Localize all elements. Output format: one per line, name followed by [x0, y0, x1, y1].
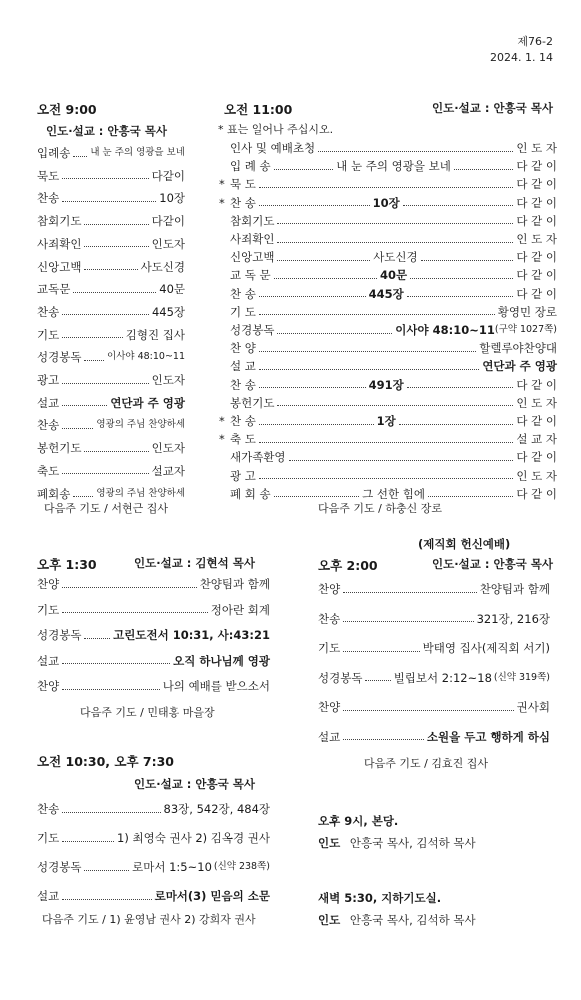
leader-dots: [259, 442, 513, 443]
leader-dots: [277, 223, 513, 224]
service-9am-item-label: 찬송: [37, 304, 60, 319]
service-11am-item-value: 다 같 이: [516, 486, 558, 501]
service-11am-item-label: 찬 송: [230, 377, 256, 392]
service-2pm-item-label: 찬양: [318, 582, 341, 596]
service-9am-item-value: 인도자: [151, 236, 185, 251]
leader-dots: [84, 246, 148, 247]
leader-dots: [62, 473, 148, 474]
service-9am-item-label: 폐회송: [37, 486, 71, 501]
service-2pm-item-label: 찬양: [318, 700, 341, 714]
service-1030am-officiant: 인도·설교 : 안흥국 목사: [134, 777, 255, 791]
leader-dots: [277, 405, 513, 406]
leader-dots: [62, 178, 148, 179]
service-11am-item: [230, 140, 557, 156]
service-9am-item-value: 설교자: [151, 463, 185, 478]
leader-dots: [62, 812, 160, 813]
service-9am-title: 오전 9:00: [37, 102, 97, 117]
leader-dots: [259, 369, 479, 370]
service-1030am-item-value: 1) 최영숙 권사 2) 김옥경 권사: [117, 831, 270, 845]
leader-dots: [73, 292, 156, 293]
service-130pm-item-label: 찬양: [37, 577, 60, 591]
leader-dots: [403, 205, 514, 206]
leader-dots: [343, 651, 419, 652]
service-9am-item: [37, 168, 185, 184]
service-11am-item-label: 새가족환영: [230, 450, 286, 465]
service-11am-item-detail: 10장: [372, 195, 400, 210]
service-9am-item: [37, 372, 185, 388]
leader-dots: [62, 337, 123, 338]
service-11am-item: [230, 431, 557, 447]
service-11am-item-detail: 445장: [368, 286, 404, 301]
service-11am-item: [230, 413, 557, 429]
leader-dots: [62, 428, 93, 429]
service-130pm-officiant: 인도·설교 : 김현석 목사: [134, 556, 255, 570]
leader-dots: [259, 424, 374, 425]
service-11am-item-value: 다 같 이: [516, 195, 558, 210]
leader-dots: [318, 151, 513, 152]
leader-dots: [365, 680, 390, 681]
service-130pm-item-label: 찬양: [37, 679, 60, 693]
leader-dots: [277, 260, 370, 261]
leader-dots: [73, 496, 93, 497]
leader-dots: [62, 201, 156, 202]
service-2pm-next-prayer: 다음주 기도 / 김효진 집사: [364, 757, 488, 770]
service-11am-item-label: 신앙고백: [230, 250, 275, 265]
service-11am-item-value: 황영민 장로: [497, 304, 557, 319]
service-11am-item-value: 연단과 주 영광: [482, 359, 557, 374]
standing-mark: *: [219, 432, 225, 447]
service-11am-item-label: 찬 송: [230, 414, 256, 428]
service-11am-item-label: 폐 회 송: [230, 486, 271, 501]
leader-dots: [407, 387, 514, 388]
service-9am-item: [37, 190, 185, 206]
service-9am-item-value: 연단과 주 영광: [110, 395, 185, 410]
service-11am-item-value: 인 도 자: [516, 395, 557, 410]
service-11am-item: [230, 449, 557, 465]
service-11am-item-label: 찬 송: [230, 286, 256, 301]
service-130pm-item: [37, 576, 270, 592]
service-9am-item: [37, 417, 185, 433]
service-9am-item-label: 사죄확인: [37, 236, 82, 251]
service-9pm-leader-label: 인도: [318, 836, 341, 850]
leader-dots: [274, 169, 334, 170]
leader-dots: [410, 278, 513, 279]
service-130pm-item-label: 기도: [37, 602, 60, 617]
service-2pm-item-value: 빌립보서 2:12~18: [393, 670, 492, 685]
service-11am-item-label: 광 고: [230, 468, 256, 483]
service-9am-item-value: 인도자: [151, 441, 185, 456]
service-9am-item-label: 신앙고백: [37, 259, 82, 274]
leader-dots: [428, 496, 513, 497]
service-130pm-item-label: 성경봉독: [37, 628, 82, 642]
service-11am-item-label: 참회기도: [230, 213, 275, 228]
service-11am-item-detail: 40문: [379, 268, 408, 283]
leader-dots: [454, 169, 514, 170]
leader-dots: [73, 156, 87, 157]
service-9am-item: [37, 236, 185, 252]
service-9am-item-value: 내 눈 주의 영광을 보네: [90, 147, 185, 158]
service-11am-item-label: 설 교: [230, 359, 256, 374]
service-9am-item: [37, 281, 185, 297]
leader-dots: [84, 638, 110, 639]
service-11am-item-value: 다 같 이: [516, 286, 558, 301]
service-11am-item: [230, 377, 557, 393]
service-11am-item: [230, 286, 557, 302]
leader-dots: [62, 587, 196, 588]
service-11am-item-value: 설 교 자: [516, 432, 557, 447]
service-dawn-leader-label: 인도: [318, 913, 341, 927]
standing-note: * 표는 일어나 주십시오.: [218, 123, 334, 136]
leader-dots: [421, 260, 514, 261]
service-9am-item: [37, 349, 185, 365]
service-1030am-item-extra: (신약 238쪽): [213, 861, 270, 872]
service-9am-next-prayer: 다음주 기도 / 서현근 집사: [44, 502, 168, 515]
service-9am-item-label: 참회기도: [37, 214, 82, 229]
service-2pm-subtitle: (제직회 헌신예배): [418, 537, 511, 551]
service-130pm-item: [37, 627, 270, 643]
service-1030am-item-label: 성경봉독: [37, 860, 82, 874]
leader-dots: [84, 451, 148, 452]
issue-number: 제76-2: [517, 35, 553, 48]
service-1030am-item: [37, 801, 270, 817]
service-11am-item-value: 인 도 자: [516, 468, 557, 483]
leader-dots: [277, 242, 513, 243]
service-1030am-item: [37, 888, 270, 904]
service-9am-item-label: 묵도: [37, 168, 60, 183]
leader-dots: [259, 205, 370, 206]
service-1030am-next-prayer: 다음주 기도 / 1) 윤영남 권사 2) 강희자 권사: [42, 913, 256, 926]
leader-dots: [62, 689, 159, 690]
service-2pm-item-value: 321장, 216장: [476, 611, 550, 626]
bulletin-date: 2024. 1. 14: [490, 51, 553, 64]
service-1030am-item: [37, 859, 270, 875]
service-11am-item-detail: 그 선한 힘에: [362, 486, 425, 501]
service-9am-item: [37, 463, 185, 479]
service-9am-item-value: 445장: [151, 304, 185, 319]
service-9am-item-label: 기도: [37, 327, 60, 342]
service-11am-item-label: 묵 도: [230, 177, 256, 192]
service-9am-item-value: 40문: [159, 282, 185, 297]
service-11am-item-label: 입 례 송: [230, 159, 271, 174]
leader-dots: [274, 496, 359, 497]
service-2pm-item: [318, 670, 550, 686]
leader-dots: [259, 296, 366, 297]
service-130pm-item-value: 정아란 회계: [210, 602, 270, 617]
leader-dots: [277, 333, 392, 334]
service-130pm-item: [37, 602, 270, 618]
leader-dots: [84, 224, 148, 225]
service-2pm-item: [318, 729, 550, 745]
leader-dots: [407, 296, 514, 297]
leader-dots: [62, 663, 170, 664]
service-11am-item-value: 다 같 이: [516, 177, 557, 192]
service-9am-item-label: 찬송: [37, 191, 60, 206]
service-11am-item: [230, 213, 557, 229]
service-11am-item: [230, 304, 557, 320]
service-11am-item: [230, 176, 557, 192]
leader-dots: [259, 314, 495, 315]
standing-mark: *: [219, 195, 225, 210]
leader-dots: [343, 592, 476, 593]
service-dawn-leaders: 안흥국 목사, 김석하 목사: [349, 913, 476, 927]
service-11am-next-prayer: 다음주 기도 / 하충신 장로: [318, 502, 442, 515]
service-11am-item-value: 다 같 이: [516, 450, 557, 465]
service-11am-item-value: 인 도 자: [516, 141, 557, 155]
service-1030am-item-label: 찬송: [37, 802, 60, 816]
service-9am-item-label: 성경봉독: [37, 350, 82, 365]
leader-dots: [62, 899, 151, 900]
service-9pm-leaders: 안흥국 목사, 김석하 목사: [349, 836, 476, 850]
leader-dots: [259, 387, 366, 388]
service-11am-title: 오전 11:00: [224, 102, 293, 117]
service-2pm-item-label: 성경봉독: [318, 670, 363, 685]
service-9pm-leaders-line: [318, 835, 476, 851]
service-11am-item-value: 다 같 이: [516, 414, 558, 428]
service-11am-item-value: 할렐루야찬양대: [479, 341, 557, 356]
service-11am-item: [230, 358, 557, 374]
service-2pm-title: 오후 2:00: [318, 558, 378, 573]
leader-dots: [84, 360, 104, 361]
leader-dots: [343, 710, 513, 711]
leader-dots: [62, 314, 149, 315]
service-11am-item: [230, 158, 557, 174]
service-2pm-item: [318, 699, 550, 715]
service-130pm-item-value: 고린도전서 10:31, 사:43:21: [113, 628, 270, 642]
service-2pm-item-extra: (신약 319쪽): [493, 671, 550, 683]
service-11am-item-label: 축 도: [230, 432, 256, 447]
service-9am-item-value: 영광의 주님 찬양하세: [96, 419, 185, 431]
service-11am-item-value: 다 같 이: [516, 159, 558, 174]
service-2pm-item-value: 박태영 집사(제직회 서기): [422, 641, 550, 655]
service-130pm-item-value: 오직 하나님께 영광: [173, 653, 270, 668]
service-2pm-item: [318, 611, 550, 627]
service-2pm-item-label: 기도: [318, 641, 341, 655]
service-9pm-title: 오후 9시, 본당.: [318, 814, 399, 828]
service-11am-item-value: 다 같 이: [516, 250, 558, 265]
service-11am-item: [230, 395, 557, 411]
service-130pm-item-label: 설교: [37, 653, 60, 668]
service-9am-item-label: 축도: [37, 463, 60, 478]
service-9am-item: [37, 304, 185, 320]
service-130pm-item-value: 나의 예배를 받으소서: [162, 679, 270, 693]
service-9am-item-label: 찬송: [37, 418, 60, 433]
service-9am-item: [37, 395, 185, 411]
service-11am-item: [230, 267, 557, 283]
service-11am-item-label: 기 도: [230, 304, 256, 319]
service-9am-item-value: 사도신경: [140, 259, 185, 274]
service-11am-item-label: 성경봉독: [230, 323, 275, 337]
leader-dots: [84, 870, 129, 871]
standing-mark: *: [219, 177, 225, 192]
service-11am-item-label: 봉헌기도: [230, 395, 275, 410]
service-1030am-item-value: 83장, 542장, 484장: [163, 802, 270, 816]
service-9am-item-label: 교독문: [37, 282, 71, 297]
service-1030am-item: [37, 830, 270, 846]
service-11am-item-label: 인사 및 예배초청: [230, 141, 316, 155]
service-9am-item: [37, 213, 185, 229]
service-11am-item-value: 다 같 이: [516, 377, 558, 392]
service-11am-officiant: 인도·설교 : 안흥국 목사: [432, 101, 553, 115]
service-2pm-item: [318, 581, 550, 597]
service-11am-item-label: 찬 양: [230, 341, 256, 356]
service-130pm-title: 오후 1:30: [37, 557, 97, 572]
service-9am-item: [37, 440, 185, 456]
leader-dots: [399, 424, 514, 425]
service-11am-item-value: 이사야 48:10~11: [395, 323, 495, 337]
leader-dots: [62, 841, 114, 842]
service-9am-officiant: 인도·설교 : 안흥국 목사: [46, 124, 167, 138]
service-9am-item-value: 김형진 집사: [125, 327, 185, 342]
leader-dots: [259, 187, 513, 188]
service-11am-item-label: 교 독 문: [230, 268, 271, 283]
service-11am-item-extra: (구약 1027쪽): [494, 324, 557, 335]
service-11am-item-detail: 사도신경: [373, 250, 418, 265]
service-130pm-next-prayer: 다음주 기도 / 민태홍 마을장: [80, 706, 215, 719]
leader-dots: [62, 383, 148, 384]
service-9am-item: [37, 259, 185, 275]
service-9am-item-label: 설교: [37, 395, 60, 410]
service-130pm-item: [37, 678, 270, 694]
leader-dots: [62, 612, 208, 613]
service-2pm-item-label: 설교: [318, 729, 341, 744]
service-11am-item-value: 다 같 이: [516, 268, 557, 283]
service-11am-item: [230, 249, 557, 265]
service-9am-item-value: 다같이: [151, 214, 185, 229]
service-dawn-leaders-line: [318, 912, 476, 928]
service-9am-item: [37, 145, 185, 161]
service-1030am-item-value: 로마서(3) 믿음의 소문: [154, 889, 270, 903]
service-1030am-item-label: 기도: [37, 831, 60, 845]
service-dawn-title: 새벽 5:30, 지하기도실.: [318, 891, 442, 905]
service-11am-item: [230, 468, 557, 484]
service-2pm-item-value: 찬양팀과 함께: [479, 582, 550, 596]
service-11am-item: [230, 231, 557, 247]
leader-dots: [343, 739, 424, 740]
service-2pm-item: [318, 640, 550, 656]
service-9am-item-value: 영광의 주님 찬양하세: [96, 487, 185, 499]
service-1030am-item-value: 로마서 1:5~10: [132, 860, 212, 874]
service-130pm-item: [37, 653, 270, 669]
service-9am-item: [37, 327, 185, 343]
leader-dots: [274, 278, 377, 279]
service-2pm-officiant: 인도·설교 : 안흥국 목사: [432, 557, 553, 571]
service-2pm-item-label: 찬송: [318, 611, 341, 626]
service-2pm-item-value: 소원을 두고 행하게 하심: [426, 729, 550, 744]
service-9am-item-value: 이사야 48:10~11: [107, 351, 185, 363]
leader-dots: [62, 405, 107, 406]
service-9am-item-value: 10장: [159, 191, 185, 206]
service-11am-item-value: 다 같 이: [516, 213, 557, 228]
service-11am-item-detail: 내 눈 주의 영광을 보네: [336, 159, 451, 174]
service-11am-item: [230, 322, 557, 338]
service-11am-item: [230, 195, 557, 211]
leader-dots: [343, 621, 473, 622]
leader-dots: [289, 460, 514, 461]
service-9am-item-label: 입례송: [37, 146, 71, 160]
service-11am-item-label: 찬 송: [230, 195, 256, 210]
service-11am-item: [230, 340, 557, 356]
leader-dots: [259, 351, 476, 352]
service-11am-item-value: 인 도 자: [516, 232, 557, 246]
service-9am-item-value: 다같이: [151, 168, 185, 183]
service-9am-item-label: 광고: [37, 373, 60, 387]
service-11am-item-detail: 1장: [376, 414, 396, 428]
service-2pm-item-value: 권사회: [516, 700, 550, 714]
service-1030am-item-label: 설교: [37, 889, 60, 903]
service-130pm-item-value: 찬양팀과 함께: [199, 577, 270, 591]
leader-dots: [84, 269, 137, 270]
service-11am-item-label: 사죄확인: [230, 232, 275, 246]
leader-dots: [259, 478, 513, 479]
standing-mark: *: [219, 414, 225, 428]
service-9am-item-label: 봉헌기도: [37, 441, 82, 456]
service-9am-item-value: 인도자: [151, 373, 185, 387]
service-11am-item-detail: 491장: [368, 377, 404, 392]
service-1030am-title: 오전 10:30, 오후 7:30: [37, 754, 174, 769]
